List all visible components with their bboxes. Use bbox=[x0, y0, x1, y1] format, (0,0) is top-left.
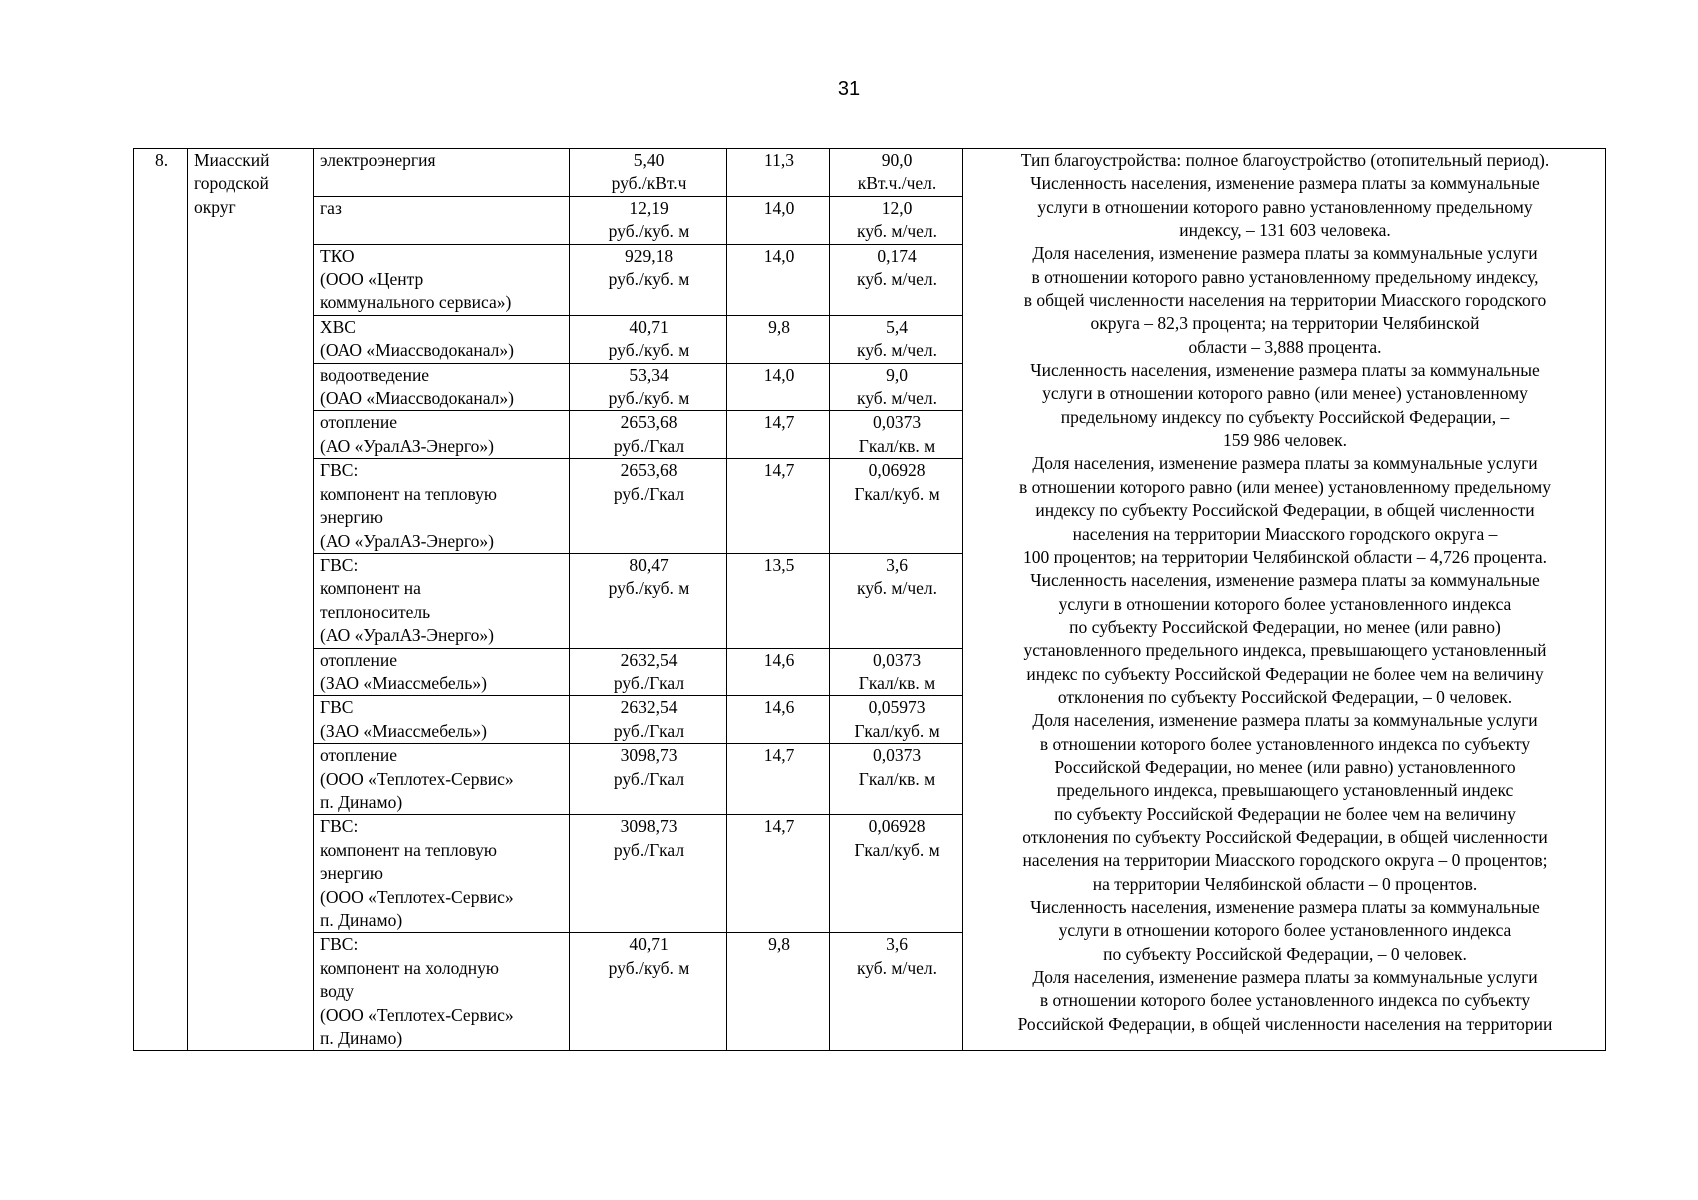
notes-line: в общей численности населения на территории Миасского городского bbox=[1023, 290, 1547, 311]
service-line: воду bbox=[320, 981, 355, 1002]
volume-line: 0,0373 bbox=[872, 649, 922, 670]
table-body bbox=[134, 149, 1606, 1051]
volume-line: Гкал/куб. м bbox=[854, 483, 940, 504]
service-name bbox=[314, 411, 570, 459]
notes-line: населения на территории Миасского городского округа – 0 процентов; bbox=[1022, 850, 1548, 871]
service-line: ХВС bbox=[320, 316, 356, 337]
tariff-line: руб./куб. м bbox=[608, 269, 690, 290]
service-name bbox=[314, 696, 570, 744]
notes-line: предельному индексу по субъекту Российской Федерации, – bbox=[1060, 406, 1510, 427]
notes-line: в отношении которого равно установленному предельному индексу, bbox=[1031, 266, 1539, 287]
notes-line: по субъекту Российской Федерации, но менее (или равно) bbox=[1069, 616, 1501, 637]
growth-cell: 14,6 bbox=[727, 648, 830, 696]
notes-cell bbox=[963, 149, 1606, 1051]
tariff-cell bbox=[570, 244, 727, 315]
growth-cell: 14,6 bbox=[727, 696, 830, 744]
service-line: электроэнергия bbox=[320, 150, 436, 170]
district-line: городской bbox=[194, 173, 269, 194]
growth-cell: 14,7 bbox=[727, 815, 830, 933]
service-line: отопление bbox=[320, 745, 398, 766]
notes-line: индексу по субъекту Российской Федерации, в общей численности bbox=[1035, 500, 1535, 521]
service-line: компонент на тепловую bbox=[320, 839, 497, 860]
tariff-line: руб./кВт.ч bbox=[611, 173, 687, 194]
service-line: газ bbox=[320, 197, 342, 218]
notes-line: Российской Федерации, но менее (или равно) установленного bbox=[1054, 756, 1516, 777]
table-row bbox=[134, 149, 1606, 197]
service-line: ГВС: bbox=[320, 934, 359, 955]
service-name bbox=[314, 149, 570, 197]
volume-line: 0,05973 bbox=[868, 697, 926, 718]
volume-cell bbox=[830, 696, 963, 744]
volume-cell bbox=[830, 744, 963, 815]
service-name bbox=[314, 933, 570, 1051]
service-line: отопление bbox=[320, 412, 398, 433]
volume-line: 5,4 bbox=[886, 316, 908, 337]
volume-line: 3,6 bbox=[886, 934, 908, 955]
service-line: (ОАО «Миассводоканал») bbox=[320, 340, 514, 361]
tariff-cell bbox=[570, 933, 727, 1051]
tariff-cell bbox=[570, 315, 727, 363]
tariff-line: руб./куб. м bbox=[608, 578, 690, 599]
volume-line: 0,06928 bbox=[868, 816, 926, 837]
tariff-cell bbox=[570, 459, 727, 554]
tariff-line: 5,40 bbox=[633, 150, 665, 170]
notes-line: на территории Челябинской области – 0 процентов. bbox=[1092, 873, 1478, 894]
volume-line: 3,6 bbox=[886, 554, 908, 575]
service-line: энергию bbox=[320, 863, 384, 884]
volume-line: Гкал/куб. м bbox=[854, 839, 940, 860]
service-line: (АО «УралАЗ-Энерго») bbox=[320, 625, 494, 646]
growth-cell: 14,0 bbox=[727, 196, 830, 244]
volume-line: куб. м/чел. bbox=[856, 269, 938, 290]
tariff-cell bbox=[570, 149, 727, 197]
service-line: ГВС: bbox=[320, 816, 359, 837]
notes-line: индекс по субъекту Российской Федерации не более чем на величину bbox=[1026, 663, 1544, 684]
volume-line: куб. м/чел. bbox=[856, 957, 938, 978]
service-line: (ООО «Теплотех-Сервис» bbox=[320, 886, 514, 907]
notes-line: отклонения по субъекту Российской Федерации, – 0 человек. bbox=[1057, 686, 1513, 707]
service-line: коммунального сервиса») bbox=[320, 292, 512, 313]
tariff-line: руб./Гкал bbox=[613, 768, 685, 789]
notes-line: услуги в отношении которого равно установленному предельному bbox=[1037, 196, 1533, 217]
notes-line: Численность населения, изменение размера платы за коммунальные bbox=[1030, 173, 1540, 194]
volume-line: 0,06928 bbox=[868, 460, 926, 481]
tariff-line: 2632,54 bbox=[620, 697, 678, 718]
notes-line: в отношении которого более установленного индекса по субъекту bbox=[1039, 733, 1531, 754]
volume-cell bbox=[830, 411, 963, 459]
service-name bbox=[314, 315, 570, 363]
tariff-line: 53,34 bbox=[629, 364, 669, 385]
notes-line: Доля населения, изменение размера платы за коммунальные услуги bbox=[1032, 243, 1538, 264]
service-line: ГВС: bbox=[320, 554, 359, 575]
notes-line: услуги в отношении которого равно (или менее) установленному bbox=[1042, 383, 1528, 404]
service-line: (ЗАО «Миассмебель») bbox=[320, 720, 487, 741]
service-line: (ООО «Теплотех-Сервис» bbox=[320, 1004, 514, 1025]
volume-line: 9,0 bbox=[886, 364, 908, 385]
notes-line: по субъекту Российской Федерации не более чем на величину bbox=[1054, 803, 1516, 824]
page-number: 31 bbox=[837, 78, 861, 100]
service-line: (ООО «Теплотех-Сервис» bbox=[320, 768, 514, 789]
notes-line: предельного индекса, превышающего установленный индекс bbox=[1056, 780, 1514, 801]
service-name bbox=[314, 459, 570, 554]
growth-cell: 14,7 bbox=[727, 459, 830, 554]
district-line: округ bbox=[194, 196, 236, 217]
notes-line: индексу, – 131 603 человека. bbox=[1179, 220, 1391, 241]
volume-cell bbox=[830, 149, 963, 197]
notes-line: Доля населения, изменение размера платы за коммунальные услуги bbox=[1032, 967, 1538, 988]
volume-cell bbox=[830, 648, 963, 696]
volume-line: куб. м/чел. bbox=[856, 388, 938, 409]
tariff-line: 12,19 bbox=[629, 197, 669, 218]
growth-cell: 14,0 bbox=[727, 244, 830, 315]
volume-cell bbox=[830, 933, 963, 1051]
tariff-line: 3098,73 bbox=[620, 816, 678, 837]
tariff-cell bbox=[570, 648, 727, 696]
volume-line: 0,174 bbox=[877, 245, 917, 266]
tariff-line: 2653,68 bbox=[620, 460, 678, 481]
volume-line: 0,0373 bbox=[872, 745, 922, 766]
service-name bbox=[314, 815, 570, 933]
tariff-line: 929,18 bbox=[624, 245, 674, 266]
growth-cell: 13,5 bbox=[727, 553, 830, 648]
row-number: 8. bbox=[134, 149, 188, 1051]
tariff-line: руб./куб. м bbox=[608, 340, 690, 361]
notes-line: Численность населения, изменение размера платы за коммунальные bbox=[1030, 570, 1540, 591]
growth-cell: 9,8 bbox=[727, 315, 830, 363]
tariff-cell bbox=[570, 815, 727, 933]
notes-line: Численность населения, изменение размера платы за коммунальные bbox=[1030, 897, 1540, 917]
tariff-line: 2632,54 bbox=[620, 649, 678, 670]
tariff-cell bbox=[570, 744, 727, 815]
tariff-cell bbox=[570, 196, 727, 244]
notes-line: по субъекту Российской Федерации, – 0 человек. bbox=[1103, 943, 1467, 964]
volume-cell bbox=[830, 196, 963, 244]
tariff-line: 40,71 bbox=[629, 934, 669, 955]
volume-line: Гкал/куб. м bbox=[854, 720, 940, 741]
service-line: отопление bbox=[320, 649, 398, 670]
service-line: (ОАО «Миассводоканал») bbox=[320, 388, 514, 409]
volume-line: Гкал/кв. м bbox=[858, 768, 936, 789]
service-line: ГВС: bbox=[320, 460, 359, 481]
tariff-line: руб./куб. м bbox=[608, 957, 690, 978]
tariff-line: руб./Гкал bbox=[613, 720, 685, 741]
tariff-cell bbox=[570, 696, 727, 744]
tariff-line: руб./куб. м bbox=[608, 221, 690, 242]
tariff-cell bbox=[570, 363, 727, 411]
service-line: водоотведение bbox=[320, 364, 430, 385]
tariff-line: руб./Гкал bbox=[613, 672, 685, 693]
notes-line: Российской Федерации, в общей численности населения на территории bbox=[1017, 1013, 1553, 1034]
service-name bbox=[314, 196, 570, 244]
service-name bbox=[314, 648, 570, 696]
volume-cell bbox=[830, 815, 963, 933]
tariff-line: руб./куб. м bbox=[608, 388, 690, 409]
tariff-table bbox=[133, 148, 1606, 1051]
notes-line: 159 986 человек. bbox=[1222, 430, 1348, 451]
service-line: п. Динамо) bbox=[320, 791, 403, 812]
notes-line: населения на территории Миасского городского округа – bbox=[1072, 523, 1498, 544]
tariff-line: 40,71 bbox=[629, 316, 669, 337]
tariff-cell bbox=[570, 411, 727, 459]
service-name bbox=[314, 744, 570, 815]
service-line: ГВС bbox=[320, 697, 354, 718]
notes-line: 100 процентов; на территории Челябинской области – 4,726 процента. bbox=[1022, 546, 1547, 567]
volume-cell bbox=[830, 459, 963, 554]
volume-line: 90,0 bbox=[881, 150, 913, 170]
notes-line: Тип благоустройства: полное благоустройство (отопительный период). bbox=[1020, 150, 1550, 170]
volume-cell bbox=[830, 363, 963, 411]
service-line: ТКО bbox=[320, 245, 355, 266]
notes-line: области – 3,888 процента. bbox=[1188, 336, 1382, 357]
district-name bbox=[188, 149, 314, 1051]
tariff-line: 2653,68 bbox=[620, 412, 678, 433]
notes-line: Численность населения, изменение размера платы за коммунальные bbox=[1030, 360, 1540, 381]
volume-line: куб. м/чел. bbox=[856, 221, 938, 242]
service-line: теплоноситель bbox=[320, 601, 431, 622]
tariff-line: 3098,73 bbox=[620, 745, 678, 766]
growth-cell: 9,8 bbox=[727, 933, 830, 1051]
tariff-line: руб./Гкал bbox=[613, 435, 685, 456]
notes-line: Доля населения, изменение размера платы за коммунальные услуги bbox=[1032, 453, 1538, 474]
volume-cell bbox=[830, 244, 963, 315]
service-line: (АО «УралАЗ-Энерго») bbox=[320, 435, 494, 456]
service-line: компонент на холодную bbox=[320, 957, 499, 978]
growth-cell: 11,3 bbox=[727, 149, 830, 197]
notes-line: в отношении которого более установленного индекса по субъекту bbox=[1039, 990, 1531, 1011]
service-line: компонент на тепловую bbox=[320, 483, 497, 504]
notes-line: в отношении которого равно (или менее) установленному предельному bbox=[1019, 476, 1551, 497]
volume-line: куб. м/чел. bbox=[856, 340, 938, 361]
volume-line: Гкал/кв. м bbox=[858, 672, 936, 693]
volume-cell bbox=[830, 315, 963, 363]
volume-line: 12,0 bbox=[881, 197, 913, 218]
notes-line: отклонения по субъекту Российской Федерации, в общей численности bbox=[1022, 826, 1548, 847]
service-line: п. Динамо) bbox=[320, 910, 403, 930]
tariff-cell bbox=[570, 553, 727, 648]
service-line: п. Динамо) bbox=[320, 1028, 403, 1049]
service-line: компонент на bbox=[320, 578, 421, 599]
growth-cell: 14,7 bbox=[727, 411, 830, 459]
tariff-line: 80,47 bbox=[629, 554, 669, 575]
notes-line: услуги в отношении которого более установленного индекса bbox=[1058, 920, 1512, 941]
service-line: (ООО «Центр bbox=[320, 269, 424, 290]
volume-line: кВт.ч./чел. bbox=[857, 173, 937, 194]
volume-line: Гкал/кв. м bbox=[858, 435, 936, 456]
service-line: (АО «УралАЗ-Энерго») bbox=[320, 530, 494, 551]
notes-line: услуги в отношении которого более установленного индекса bbox=[1058, 593, 1512, 614]
notes-line: установленного предельного индекса, превышающего установленный bbox=[1023, 640, 1547, 661]
service-name bbox=[314, 553, 570, 648]
tariff-line: руб./Гкал bbox=[613, 483, 685, 504]
volume-cell bbox=[830, 553, 963, 648]
service-line: энергию bbox=[320, 507, 384, 528]
tariff-line: руб./Гкал bbox=[613, 839, 685, 860]
volume-line: 0,0373 bbox=[872, 412, 922, 433]
notes-line: округа – 82,3 процента; на территории Челябинской bbox=[1090, 313, 1480, 334]
district-line: Миасский bbox=[194, 150, 270, 170]
service-name bbox=[314, 244, 570, 315]
service-name bbox=[314, 363, 570, 411]
notes-line: Доля населения, изменение размера платы за коммунальные услуги bbox=[1032, 710, 1538, 731]
growth-cell: 14,7 bbox=[727, 744, 830, 815]
growth-cell: 14,0 bbox=[727, 363, 830, 411]
volume-line: куб. м/чел. bbox=[856, 578, 938, 599]
service-line: (ЗАО «Миассмебель») bbox=[320, 672, 487, 693]
